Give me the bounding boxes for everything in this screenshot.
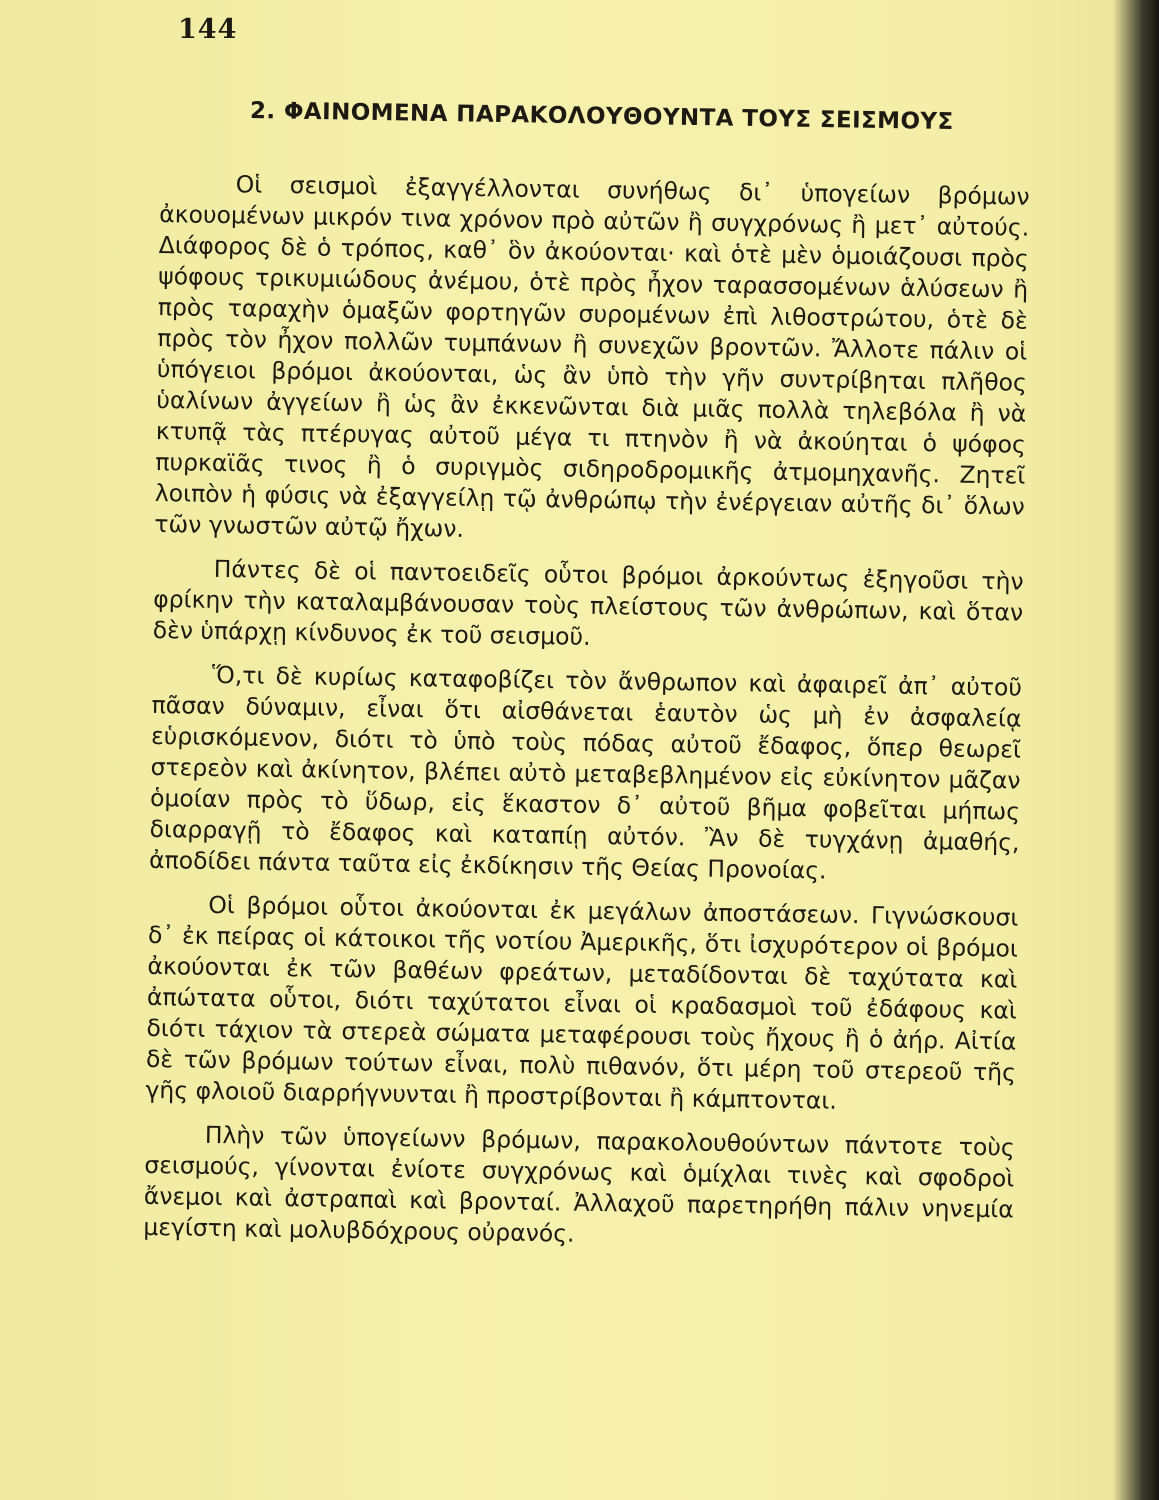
paragraph-5: Πλὴν τῶν ὑπογείωνν βρόμων, παρακολουθούντων πάντοτε τοὺς σεισμούς, γίνονται ἐνίοτε συγχρόνως καὶ ὁμίχλαι τινὲς καὶ σφοδροὶ ἄνεμοι καὶ ἀστραπαὶ καὶ βρονταί. Ἀλλαχοῦ παρετηρήθη πάλιν νηνεμία μεγίστη καὶ μολυβδόχρους οὐρανός. bbox=[143, 1120, 1015, 1248]
page-number: 144 bbox=[178, 14, 238, 45]
section-heading: 2. ΦΑΙΝΟΜΕΝΑ ΠΑΡΑΚΟΛΟΥΘΟΥΝΤΑ ΤΟΥΣ ΣΕΙΣΜΟΥΣ bbox=[249, 98, 954, 136]
paragraph-3: Ὅ,τι δὲ κυρίως καταφοβίζει τὸν ἄνθρωπον καὶ ἀφαιρεῖ ἀπ᾽ αὐτοῦ πᾶσαν δύναμιν, εἶναι ὅτι αἰσθάνεται ἑαυτὸν ὡς μὴ ἐν ἀσφαλείᾳ εὑρισκόμενον, διότι τὸ ὑπὸ τοὺς πόδας αὐτοῦ ἔδαφος, ὅπερ θεωρεῖ στερεὸν καὶ ἀκίνητον, βλέπει αὐτὸ μεταβεβλημένον εἰς εὐκίνητον μᾶζαν ὁμοίαν πρὸς τὸ ὕδωρ, εἰς ἕκαστον δ᾽ αὐτοῦ βῆμα φοβεῖται μήπως διαρραγῇ τὸ ἔδαφος καὶ καταπίῃ αὐτόν. Ἂν δὲ τυγχάνῃ ἀμαθής, ἀποδίδει πάντα ταῦτα εἰς ἐκδίκησιν τῆς Θείας Προνοίας. bbox=[148, 660, 1023, 885]
paragraph-2: Πάντες δὲ οἱ παντοειδεῖς οὗτοι βρόμοι ἀρκούντως ἐξηγοῦσι τὴν φρίκην τὴν καταλαμβάνουσαν τοὺς πλείστους τῶν ἀνθρώπων, καὶ ὅταν δὲν ὑπάρχῃ κίνδυνος ἐκ τοῦ σεισμοῦ. bbox=[152, 554, 1024, 651]
paragraph-4: Οἱ βρόμοι οὗτοι ἀκούονται ἐκ μεγάλων ἀποστάσεων. Γιγνώσκουσι δ᾽ ἐκ πείρας οἱ κάτοικοι τῆς νοτίου Ἀμερικῆς, ὅτι ἰσχυρότερον οἱ βρόμοι ἀκούονται ἐκ τῶν βαθέων φρεάτων, μεταδίδονται δὲ ταχύτατα καὶ ἀπώτατα οὗτοι, διότι ταχύτατοι εἶναι οἱ κραδασμοὶ τοῦ ἐδάφους καὶ διότι τάχιον τὰ στερεὰ σώματα μεταφέρουσι τοὺς ἤχους ἢ ὁ ἀήρ. Αἰτία δὲ τῶν βρόμων τούτων εἶναι, πολὺ πιθανόν, ὅτι μέρη τοῦ στερεοῦ τῆς γῆς φλοιοῦ διαρρήγνυνται ἢ προστρίβονται ἢ κάμπτονται. bbox=[145, 890, 1019, 1115]
body-text bbox=[143, 168, 1030, 1270]
paragraph-1: Οἱ σεισμοὶ ἐξαγγέλλονται συνήθως δι᾽ ὑπογείων βρόμων ἀκουομένων μικρόν τινα χρόνον πρὸ αὐτῶν ἢ συγχρόνως ἢ μετ᾽ αὐτούς. Διάφορος δὲ ὁ τρόπος, καθ᾽ ὃν ἀκούονται· καὶ ὁτὲ μὲν ὁμοιάζουσι πρὸς ψόφους τρικυμιώδους ἀνέμου, ὁτὲ πρὸς ἦχον ταρασσομένων ἁλύσεων ἢ πρὸς ταραχὴν ὁμαξῶν φορτηγῶν συρομένων ἐπὶ λιθοστρώτου, ὁτὲ δὲ πρὸς τὸν ἦχον πολλῶν τυμπάνων ἢ συνεχῶν βροντῶν. Ἄλλοτε πάλιν οἱ ὑπόγειοι βρόμοι ἀκούονται, ὡς ἂν ὑπὸ τὴν γῆν συντρίβηται πλῆθος ὑαλίνων ἀγγείων ἢ ὡς ἂν ἐκκενῶνται διὰ μιᾶς πολλὰ τηλεβόλα ἢ νὰ κτυπᾷ τὰς πτέρυγας αὐτοῦ μέγα τι πτηνὸν ἢ νὰ ἀκούηται ὁ ψόφος πυρκαϊᾶς τινος ἢ ὁ συριγμὸς σιδηροδρομικῆς ἀτμομηχανῆς. Ζητεῖ λοιπὸν ἡ φύσις νὰ ἐξαγγείλῃ τῷ ἀνθρώπῳ τὴν ἐνέργειαν αὐτῆς δι᾽ ὅλων τῶν γνωστῶν αὐτῷ ἤχων. bbox=[154, 170, 1030, 543]
